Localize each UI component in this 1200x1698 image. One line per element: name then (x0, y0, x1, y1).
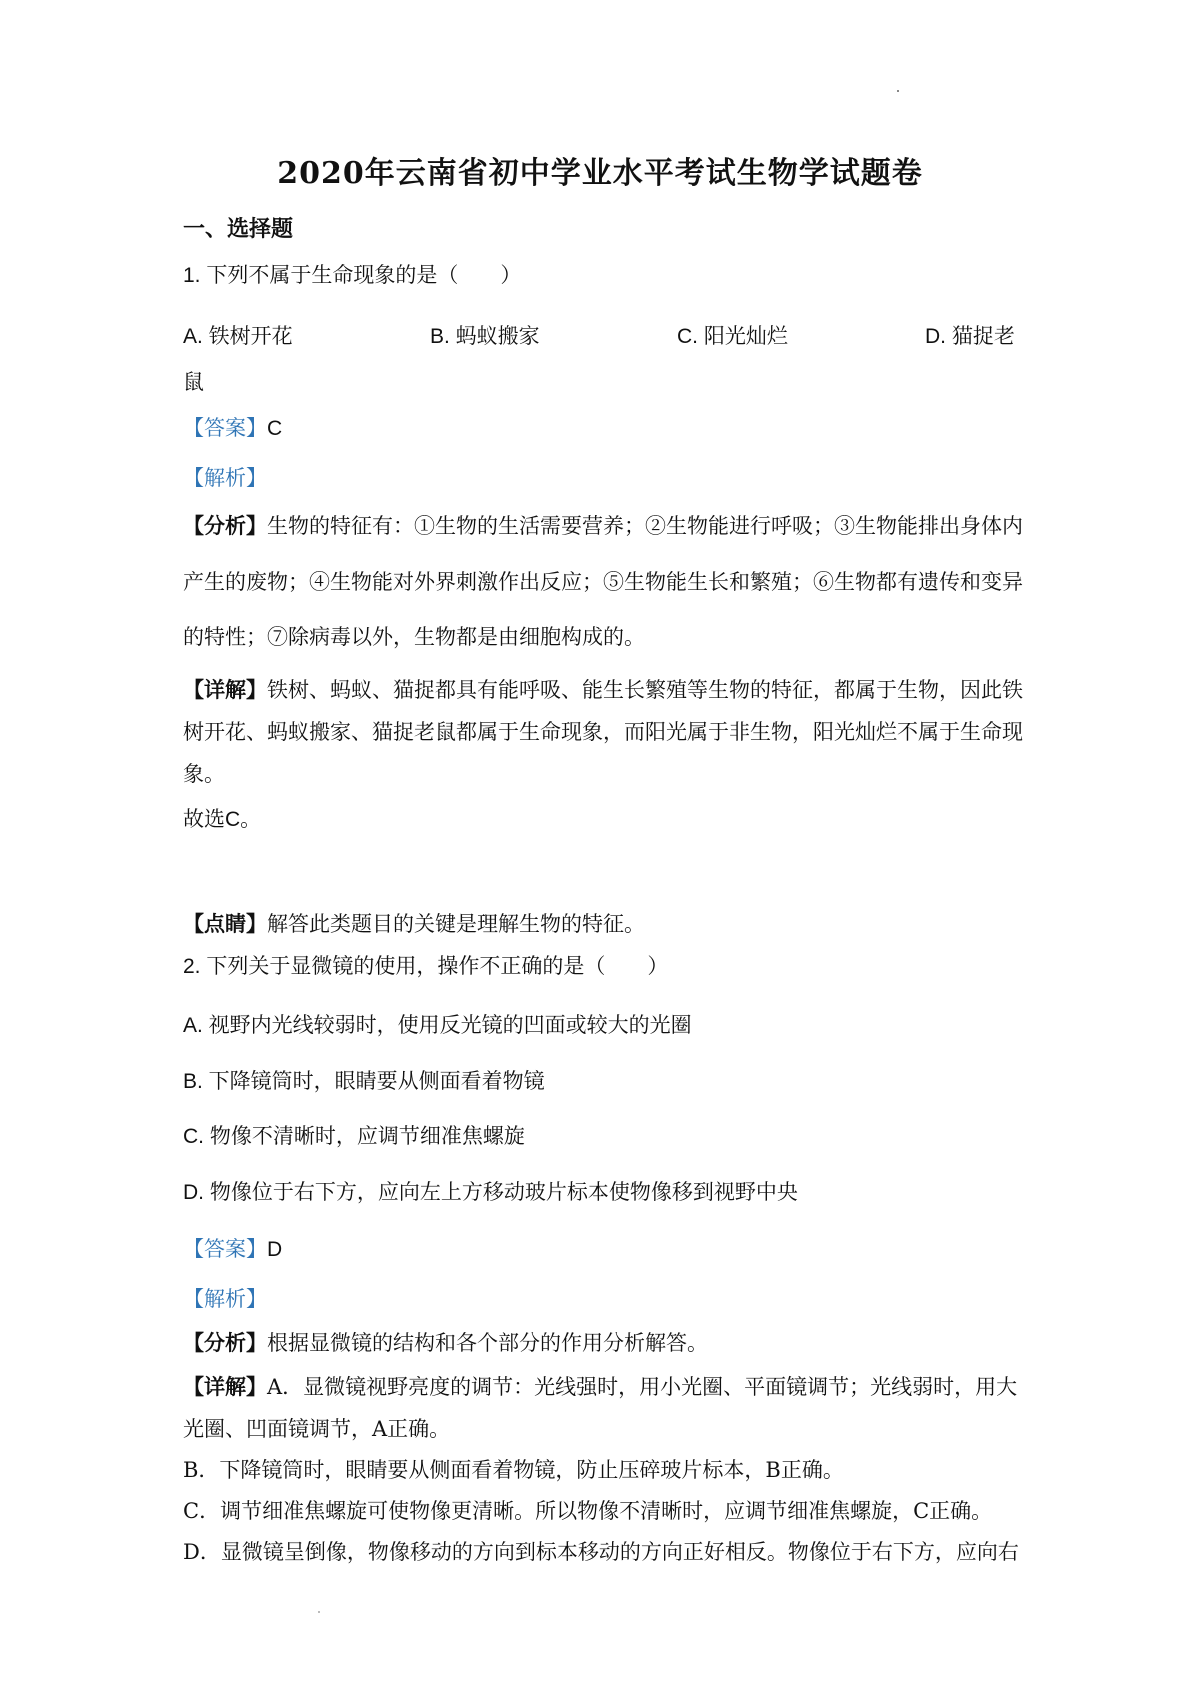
q1-dianjing (183, 910, 645, 938)
q1-conclusion: 故选C。 (183, 808, 262, 831)
fenxi-label: 【分析】 (183, 513, 267, 538)
dianjing-label: 【点睛】 (183, 911, 267, 936)
q1-analysis-label: 【解析】 (183, 467, 267, 490)
page-title: 2020年云南省初中学业水平考试生物学试题卷 (277, 156, 923, 191)
q1-xiangjie-line-1 (183, 676, 1023, 704)
q1-option-d: D. 猫捉老 (925, 325, 1015, 348)
fenxi-label: 【分析】 (183, 1330, 267, 1355)
xiangjie-label: 【详解】 (183, 677, 267, 702)
section-heading: 一、选择题 (183, 216, 294, 242)
q1-option-b: B. 蚂蚁搬家 (430, 325, 540, 348)
q1-stem: 1. 下列不属于生命现象的是（ ） (183, 264, 522, 287)
dianjing-text: 解答此类题目的关键是理解生物的特征。 (267, 912, 645, 936)
q1-fenxi-line-2: 产生的废物；④生物能对外界刺激作出反应；⑤生物能生长和繁殖；⑥生物都有遗传和变异 (183, 570, 1023, 594)
q2-xiangjie-line-3: B．下降镜筒时，眼睛要从侧面看着物镜，防止压碎玻片标本，B正确。 (183, 1458, 844, 1482)
q1-option-c: C. 阳光灿烂 (677, 325, 788, 348)
q2-xiangjie-line-1 (183, 1373, 1017, 1401)
q1-answer (183, 415, 282, 443)
q1-xiangjie-line-2: 树开花、蚂蚁搬家、猫捉老鼠都属于生命现象，而阳光属于非生物，阳光灿烂不属于生命现 (183, 720, 1023, 744)
q2-fenxi (183, 1329, 708, 1357)
scan-dot (318, 1611, 320, 1613)
answer-label: 【答案】 (183, 1238, 267, 1261)
q1-option-d-wrap: 鼠 (183, 371, 204, 394)
scan-dot (897, 90, 899, 92)
q2-option-a: A. 视野内光线较弱时，使用反光镜的凹面或较大的光圈 (183, 1014, 692, 1037)
q1-xiangjie-line-3: 象。 (183, 762, 225, 786)
q2-xiangjie-line-4: C．调节细准焦螺旋可使物像更清晰。所以物像不清晰时，应调节细准焦螺旋，C正确。 (183, 1499, 993, 1523)
xiangjie-text: 铁树、蚂蚁、猫捉都具有能呼吸、能生长繁殖等生物的特征，都属于生物，因此铁 (267, 678, 1023, 702)
q2-option-b: B. 下降镜筒时，眼睛要从侧面看着物镜 (183, 1070, 545, 1093)
answer-label: 【答案】 (183, 417, 267, 440)
q1-option-a: A. 铁树开花 (183, 325, 293, 348)
q2-analysis-label: 【解析】 (183, 1288, 267, 1311)
q2-option-c: C. 物像不清晰时，应调节细准焦螺旋 (183, 1125, 525, 1148)
q2-xiangjie-line-2: 光圈、凹面镜调节，A正确。 (183, 1417, 451, 1441)
fenxi-text: 根据显微镜的结构和各个部分的作用分析解答。 (267, 1331, 708, 1355)
q2-answer (183, 1236, 282, 1264)
xiangjie-label: 【详解】 (183, 1374, 267, 1399)
q1-fenxi-line-1 (183, 512, 1023, 540)
q1-fenxi-line-3: 的特性；⑦除病毒以外，生物都是由细胞构成的。 (183, 625, 645, 649)
answer-value: C (267, 417, 283, 440)
q2-xiangjie-line-5: D．显微镜呈倒像，物像移动的方向到标本移动的方向正好相反。物像位于右下方，应向右 (183, 1540, 1019, 1564)
fenxi-text: 生物的特征有：①生物的生活需要营养；②生物能进行呼吸；③生物能排出身体内 (267, 514, 1023, 538)
q2-stem: 2. 下列关于显微镜的使用，操作不正确的是（ ） (183, 955, 669, 978)
xiangjie-text: A．显微镜视野亮度的调节：光线强时，用小光圈、平面镜调节；光线弱时，用大 (267, 1375, 1018, 1399)
q2-option-d: D. 物像位于右下方，应向左上方移动玻片标本使物像移到视野中央 (183, 1181, 798, 1204)
answer-value: D (267, 1238, 283, 1261)
